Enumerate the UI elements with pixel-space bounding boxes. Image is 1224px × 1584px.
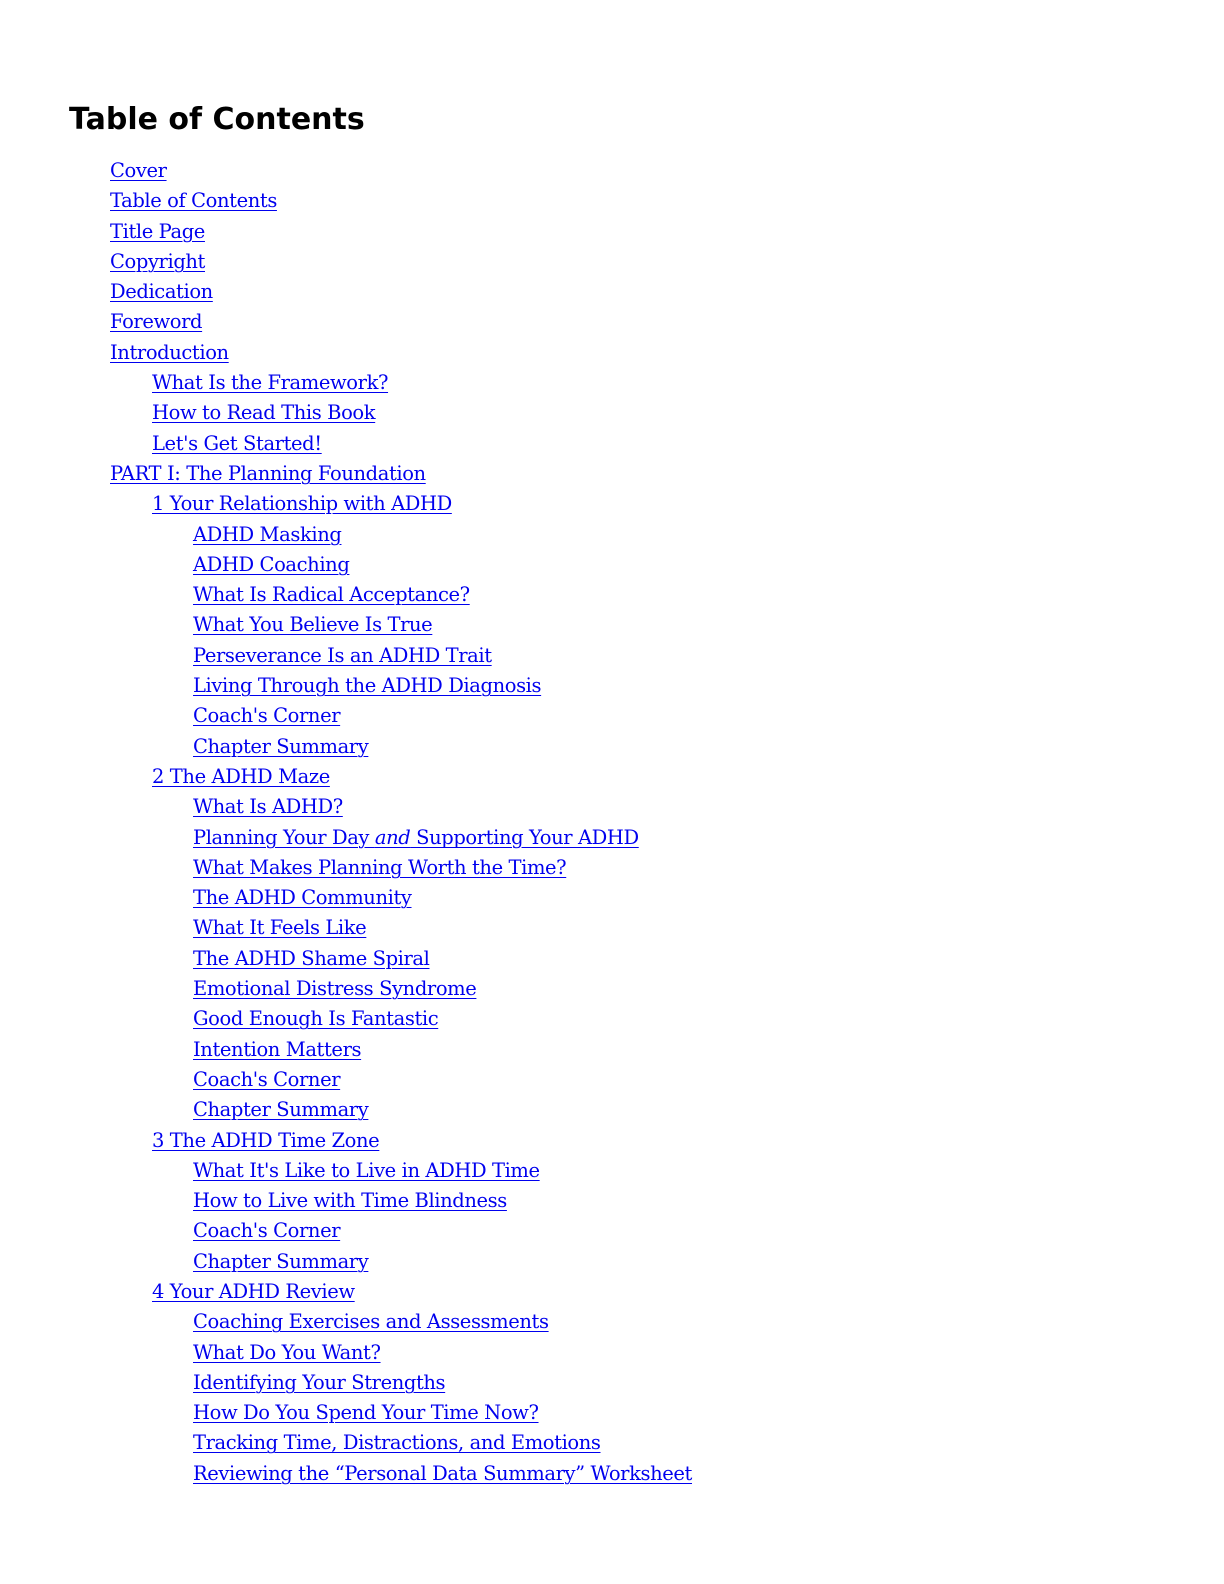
toc-link[interactable]: The ADHD Community xyxy=(193,886,412,910)
toc-entry xyxy=(0,459,692,489)
toc-link[interactable]: Foreword xyxy=(110,310,203,334)
toc-entry xyxy=(0,974,692,1004)
toc-entry xyxy=(0,1004,692,1034)
toc-link[interactable]: Let's Get Started! xyxy=(152,431,322,455)
toc-entry xyxy=(0,1186,692,1216)
toc-entry xyxy=(0,156,692,186)
toc-link[interactable]: How Do You Spend Your Time Now? xyxy=(193,1401,539,1425)
toc-link[interactable]: Cover xyxy=(110,159,167,182)
toc-link[interactable]: ADHD Coaching xyxy=(193,552,350,576)
toc-link[interactable]: What Is Radical Acceptance? xyxy=(193,583,470,607)
toc-link[interactable]: What Is ADHD? xyxy=(193,795,343,819)
toc-entry xyxy=(0,1307,692,1337)
toc-link[interactable]: Chapter Summary xyxy=(193,1098,369,1122)
toc-entry xyxy=(0,1277,692,1307)
toc-link[interactable]: What It Feels Like xyxy=(193,916,367,940)
page-title: Table of Contents xyxy=(69,102,365,137)
toc-entry xyxy=(0,641,692,671)
toc-entry xyxy=(0,307,692,337)
toc-entry xyxy=(0,1459,692,1489)
toc-entry xyxy=(0,762,692,792)
toc-link[interactable]: Table of Contents xyxy=(110,189,277,213)
toc-entry xyxy=(0,277,692,307)
toc-link[interactable]: 1 Your Relationship with ADHD xyxy=(152,492,452,516)
toc-link[interactable]: What You Believe Is True xyxy=(193,613,433,637)
toc-link[interactable]: Emotional Distress Syndrome xyxy=(193,977,477,1001)
toc-entry xyxy=(0,1338,692,1368)
toc-entry xyxy=(0,1095,692,1125)
toc-entry xyxy=(0,732,692,762)
toc-link[interactable]: Intention Matters xyxy=(193,1037,362,1061)
toc-link[interactable]: Chapter Summary xyxy=(193,1249,369,1273)
toc-link[interactable]: Planning Your Day and Supporting Your ADHD xyxy=(193,825,639,849)
toc-link[interactable]: What Makes Planning Worth the Time? xyxy=(193,855,567,879)
toc-link[interactable]: Reviewing the “Personal Data Summary” Worksheet xyxy=(193,1461,692,1485)
toc-entry xyxy=(0,217,692,247)
toc-entry xyxy=(0,671,692,701)
toc-entry xyxy=(0,1126,692,1156)
toc-link[interactable]: How to Live with Time Blindness xyxy=(193,1189,507,1213)
toc-entry xyxy=(0,1428,692,1458)
toc-link[interactable]: What Do You Want? xyxy=(193,1340,381,1364)
toc-entry xyxy=(0,520,692,550)
toc-link[interactable]: 3 The ADHD Time Zone xyxy=(152,1128,380,1152)
toc-link[interactable]: Living Through the ADHD Diagnosis xyxy=(193,674,542,698)
toc-entry xyxy=(0,792,692,822)
toc-link[interactable]: Chapter Summary xyxy=(193,734,369,758)
toc-link[interactable]: ADHD Masking xyxy=(193,522,342,546)
toc-link[interactable]: The ADHD Shame Spiral xyxy=(193,946,430,970)
toc-entry xyxy=(0,610,692,640)
toc-entry xyxy=(0,398,692,428)
toc-link[interactable]: 2 The ADHD Maze xyxy=(152,764,330,788)
toc-entry xyxy=(0,1398,692,1428)
toc-link[interactable]: How to Read This Book xyxy=(152,401,376,425)
toc-entry xyxy=(0,368,692,398)
toc-link[interactable]: Coach's Corner xyxy=(193,1219,341,1243)
toc-entry xyxy=(0,580,692,610)
toc-link[interactable]: What Is the Framework? xyxy=(152,371,389,395)
toc-entry xyxy=(0,1368,692,1398)
toc-link[interactable]: Coach's Corner xyxy=(193,1067,341,1091)
toc-link[interactable]: PART I: The Planning Foundation xyxy=(110,461,426,485)
toc-entry xyxy=(0,247,692,277)
toc-entry xyxy=(0,883,692,913)
toc-link[interactable]: Good Enough Is Fantastic xyxy=(193,1007,439,1031)
toc-link[interactable]: Copyright xyxy=(110,249,205,273)
toc-link[interactable]: Perseverance Is an ADHD Trait xyxy=(193,643,492,667)
toc-entry xyxy=(0,944,692,974)
toc-entry xyxy=(0,429,692,459)
toc-link[interactable]: Introduction xyxy=(110,340,229,364)
toc-list xyxy=(0,156,692,1489)
toc-link[interactable]: Coaching Exercises and Assessments xyxy=(193,1310,549,1334)
toc-link[interactable]: Tracking Time, Distractions, and Emotions xyxy=(193,1431,601,1455)
toc-entry xyxy=(0,823,692,853)
toc-link[interactable]: 4 Your ADHD Review xyxy=(152,1279,355,1303)
toc-entry xyxy=(0,853,692,883)
toc-entry xyxy=(0,701,692,731)
toc-link[interactable]: What It's Like to Live in ADHD Time xyxy=(193,1158,540,1182)
toc-entry xyxy=(0,1065,692,1095)
toc-entry xyxy=(0,338,692,368)
toc-entry xyxy=(0,186,692,216)
toc-entry xyxy=(0,1216,692,1246)
toc-link[interactable]: Identifying Your Strengths xyxy=(193,1370,446,1394)
toc-entry xyxy=(0,489,692,519)
toc-link[interactable]: Dedication xyxy=(110,280,213,304)
toc-link[interactable]: Title Page xyxy=(110,219,205,243)
toc-entry xyxy=(0,550,692,580)
toc-entry xyxy=(0,1156,692,1186)
toc-entry xyxy=(0,913,692,943)
toc-link[interactable]: Coach's Corner xyxy=(193,704,341,728)
toc-entry xyxy=(0,1035,692,1065)
toc-entry xyxy=(0,1247,692,1277)
